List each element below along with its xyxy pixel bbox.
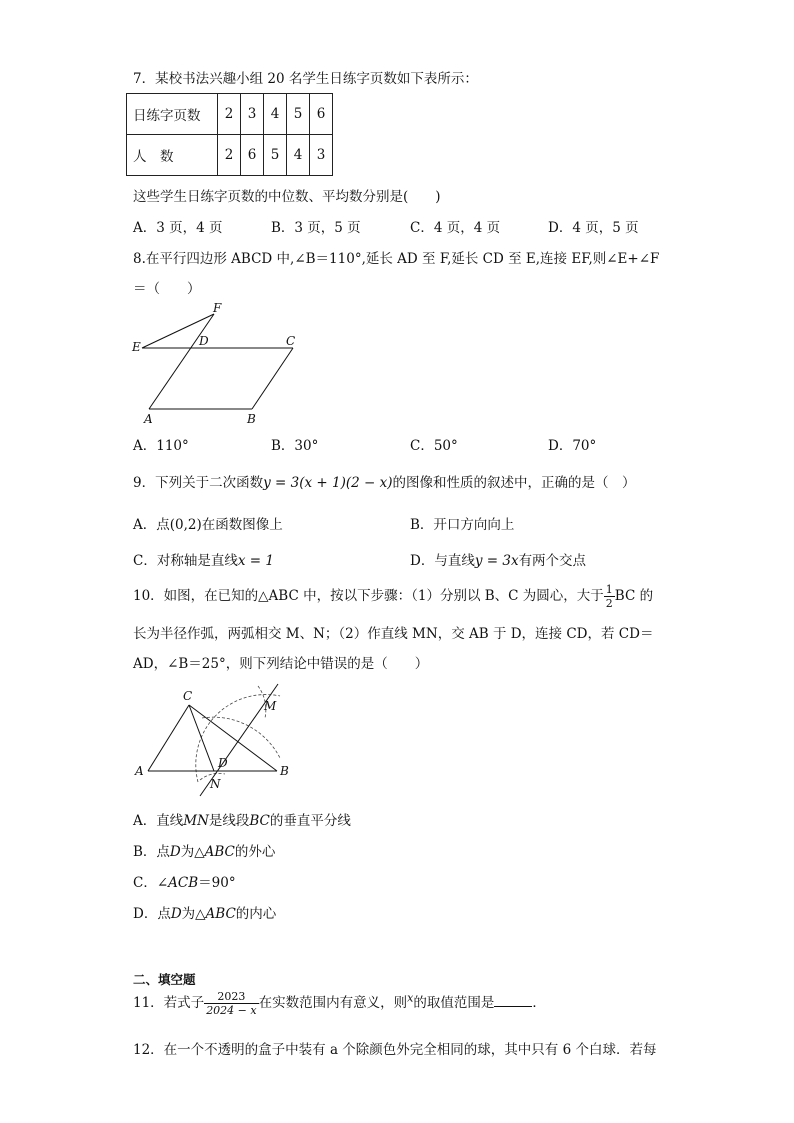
- table-header-people: 人 数: [127, 135, 218, 176]
- q11-pre: 11．若式子: [133, 995, 205, 1011]
- q10-option-c-post: ＝90°: [198, 875, 236, 891]
- label-a: A: [135, 764, 144, 778]
- q9-stem-pre: 9．下列关于二次函数: [133, 475, 264, 491]
- q9-option-d: [410, 549, 586, 569]
- q10-option-a-math2: BC: [249, 813, 270, 829]
- q10-line1-pre: 10．如图，在已知的△ABC 中，按以下步骤：（1）分别以 B、C 为圆心，大于: [133, 588, 604, 604]
- table-cell: 5: [264, 135, 287, 176]
- q7-option-a: A．3 页，4 页: [133, 220, 223, 236]
- q9-option-c-math: x = 1: [237, 553, 274, 569]
- table-cell: 4: [264, 94, 287, 135]
- label-d: D: [199, 334, 209, 348]
- q10-option-c-pre: C．∠: [133, 875, 169, 891]
- q9-option-a: [133, 513, 283, 533]
- q10-option-c: [133, 871, 236, 891]
- q11-line: [133, 990, 546, 1017]
- label-e: E: [132, 340, 141, 354]
- q9-option-c-pre: C．对称轴是直线: [133, 553, 238, 569]
- segment-ac: [148, 705, 189, 771]
- table-row: [127, 94, 333, 135]
- label-b: B: [247, 412, 256, 426]
- q10-option-a-post: 的垂直平分线: [269, 813, 351, 829]
- label-m: M: [264, 699, 277, 713]
- q9-stem: [133, 471, 635, 491]
- q7-option-b: B．3 页，5 页: [271, 220, 361, 236]
- q10-option-a-math1: MN: [183, 813, 209, 829]
- q10-option-a-mid: 是线段: [208, 813, 250, 829]
- q10-triangle-figure: [130, 678, 300, 798]
- q8-option-a: A．110°: [133, 438, 189, 454]
- fraction-denominator: 2024 − x: [206, 1004, 257, 1017]
- q10-option-d: [133, 902, 276, 922]
- q12-line1: 12．在一个不透明的盒子中装有 a 个除颜色外完全相同的球，其中只有 6 个白球．若每: [133, 1042, 657, 1058]
- label-a: A: [144, 412, 153, 426]
- q9-option-d-pre: D．与直线: [410, 553, 475, 569]
- q8-option-d: D．70°: [548, 438, 597, 454]
- q9-option-a-math: (0,2): [169, 517, 202, 533]
- fraction-numerator: 1: [605, 583, 613, 596]
- q9-option-d-math: y = 3x: [474, 553, 519, 569]
- q10-option-b-post: 的外心: [234, 844, 276, 860]
- q10-line2: 长为半径作弧，两弧相交 M、N；（2）作直线 MN，交 AB 于 D，连接 CD，若 CD＝: [133, 626, 654, 642]
- label-d: D: [218, 756, 228, 770]
- q9-stem-post: 的图像和性质的叙述中，正确的是（ ）: [392, 475, 636, 491]
- q11-end: ．: [532, 995, 546, 1011]
- table-cell: 3: [241, 94, 264, 135]
- table-cell: 6: [310, 94, 333, 135]
- label-f: F: [213, 301, 222, 315]
- table-header-pages: 日练字页数: [127, 94, 218, 135]
- q10-option-d-math2: ABC: [205, 906, 236, 922]
- q9-option-b: B．开口方向向上: [410, 517, 515, 533]
- q9-option-d-post: 有两个交点: [518, 553, 587, 569]
- q10-option-b-pre: B．点: [133, 844, 170, 860]
- q10-option-d-mid: 为△: [181, 906, 206, 922]
- q10-line1: [133, 583, 653, 610]
- table-cell: 3: [310, 135, 333, 176]
- q9-option-a-post: 在函数图像上: [201, 517, 283, 533]
- q10-option-b-math1: D: [169, 844, 181, 860]
- table-cell: 4: [287, 135, 310, 176]
- label-b: B: [280, 764, 289, 778]
- q9-formula: y = 3(x + 1)(2 − x): [263, 475, 393, 491]
- segment-bc: [252, 348, 293, 409]
- q10-option-a: [133, 809, 351, 829]
- q10-option-a-pre: A．直线: [133, 813, 184, 829]
- q9-option-c: [133, 549, 274, 569]
- label-c: C: [183, 689, 193, 703]
- fraction-denominator: 2: [605, 597, 613, 610]
- q11-mid: 在实数范围内有意义，则: [258, 995, 408, 1011]
- segment-cb: [189, 705, 277, 771]
- fraction-numerator: 2023: [204, 990, 258, 1004]
- label-c: C: [286, 334, 296, 348]
- answer-blank[interactable]: [494, 994, 532, 1007]
- q10-option-c-math1: ACB: [168, 875, 199, 891]
- q10-option-d-math1: D: [170, 906, 182, 922]
- q11-post: 的取值范围是: [413, 995, 495, 1011]
- q10-option-d-post: 的内心: [235, 906, 277, 922]
- table-cell: 2: [218, 135, 241, 176]
- q10-option-b-mid: 为△: [180, 844, 205, 860]
- q7-table: [126, 93, 333, 176]
- q8-option-b: B．30°: [271, 438, 319, 454]
- segment-af: [149, 314, 214, 409]
- q7-option-c: C．4 页，4 页: [410, 220, 501, 236]
- q10-option-b: [133, 840, 275, 860]
- table-cell: 2: [218, 94, 241, 135]
- q8-stem-line2: ＝（ ）: [133, 281, 201, 297]
- table-cell: 5: [287, 94, 310, 135]
- fraction-expression: [204, 990, 258, 1017]
- q7-stem: 7．某校书法兴趣小组 20 名学生日练字页数如下表所示：: [133, 71, 478, 87]
- q10-option-b-math2: ABC: [204, 844, 235, 860]
- q7-question: 这些学生日练字页数的中位数、平均数分别是( ): [133, 189, 441, 205]
- q9-option-a-pre: A．点: [133, 517, 170, 533]
- q7-option-d: D．4 页，5 页: [548, 220, 639, 236]
- q10-line3: AD，∠B＝25°，则下列结论中错误的是（ ）: [133, 656, 429, 672]
- table-cell: 6: [241, 135, 264, 176]
- label-n: N: [210, 777, 221, 791]
- q8-stem-line1: 8.在平行四边形 ABCD 中,∠B＝110°,延长 AD 至 F,延长 CD 至 E,连接 EF,则∠E+∠F: [133, 251, 660, 267]
- fraction-one-half: [604, 583, 615, 610]
- q11-variable: x: [407, 991, 414, 1005]
- section-title: 二、填空题: [133, 972, 196, 987]
- q8-option-c: C．50°: [410, 438, 458, 454]
- table-row: [127, 135, 333, 176]
- q10-option-d-pre: D．点: [133, 906, 171, 922]
- q8-parallelogram-figure: [130, 300, 310, 428]
- q10-line1-post: BC 的: [614, 588, 654, 604]
